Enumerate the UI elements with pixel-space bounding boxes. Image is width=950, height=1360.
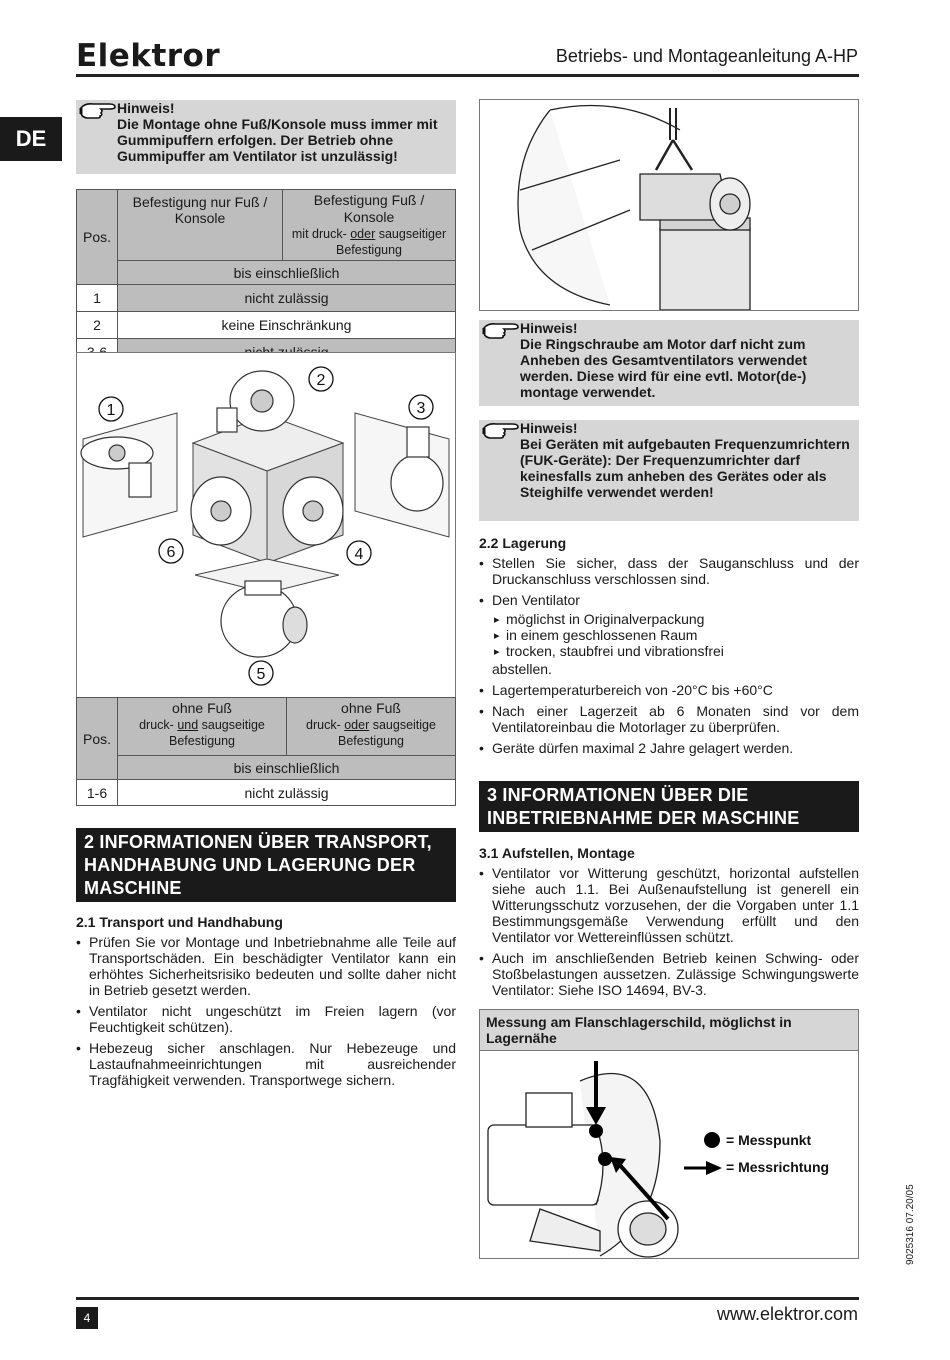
position-label-6: 6 (166, 544, 176, 561)
position-label-5: 5 (256, 666, 266, 683)
table-header-col2-detail (291, 717, 451, 749)
sub-list-item: ▸ trocken, staubfrei und vibrationsfrei (494, 643, 859, 659)
text-span: druck- (306, 718, 345, 732)
page-number: 4 (76, 1307, 98, 1329)
installation-list (479, 865, 859, 1003)
pointing-hand-icon (482, 420, 522, 440)
list-item (479, 592, 859, 677)
note-ring-screw (479, 320, 859, 406)
text-span: saugseitige Befestigung (337, 718, 436, 748)
list-item: • Hebezeug sicher anschlagen. Nur Hebezeuge und Lastaufnahmeeinrichtungen mit ausreichender Tragfähigkeit verwenden. Transportwege sichern. (76, 1040, 456, 1088)
section-2-heading (76, 828, 456, 902)
table-header-col2-detail (287, 226, 451, 258)
note-frequency-converter (479, 420, 859, 521)
table-cell-value: nicht zulässig (118, 780, 456, 806)
subheading-transport: 2.1 Transport und Handhabung (76, 914, 283, 930)
table-cell-value: keine Einschränkung (118, 312, 456, 339)
underlined-word: oder (350, 227, 376, 241)
list-item-text: abstellen. (492, 661, 552, 677)
position-label-2: 2 (316, 372, 326, 389)
measurement-illustration (480, 1051, 858, 1263)
heading-line: MASCHINE (84, 878, 182, 898)
table-header-until: bis einschließlich (118, 756, 456, 780)
table-cell-value: nicht zulässig (118, 285, 456, 312)
mounting-positions-illustration (77, 353, 455, 697)
table-header-col2 (283, 190, 456, 261)
list-item: • Ventilator nicht ungeschützt im Freien lagern (vor Feuchtigkeit schützen). (76, 1003, 456, 1035)
list-item: • Auch im anschließenden Betrieb keinen Schwing- oder Stoßbelastungen aussetzen. Zulässige Schwingungswerte Ventilator: Siehe ISO 14694, BV-3. (479, 950, 859, 998)
footer-divider (76, 1297, 859, 1300)
mounting-positions-figure (76, 352, 456, 698)
website-link[interactable]: www.elektror.com (716, 1304, 858, 1324)
list-item-text: Den Ventilator (492, 592, 580, 608)
mounting-table-no-foot (76, 697, 456, 806)
underlined-word: oder (344, 718, 370, 732)
measurement-title: Messung am Flanschlagerschild, möglichst in Lagernähe (480, 1010, 858, 1051)
list-item: • Nach einer Lagerzeit ab 6 Monaten sind vor dem Ventilatoreinbau die Motorlager zu überprüfen. (479, 703, 859, 735)
legend-measuring-direction: = Messrichtung (726, 1159, 830, 1175)
table-header-col2-title: Befestigung Fuß / Konsole (313, 192, 425, 225)
sub-list-item: ▸ möglichst in Originalverpackung (494, 611, 859, 627)
table-cell-pos: 1 (77, 285, 118, 312)
measuring-point-marker (589, 1124, 603, 1138)
sub-list (494, 611, 859, 659)
text-span: mit druck- (291, 227, 351, 241)
text-span: saugseitige Befestigung (168, 718, 265, 748)
table-header-until: bis einschließlich (118, 261, 456, 285)
note-mounting (76, 100, 456, 174)
language-badge: DE (0, 117, 62, 161)
heading-line: 2 INFORMATIONEN ÜBER TRANSPORT, (84, 832, 432, 852)
note-text: Bei Geräten mit aufgebauten Frequenzumrichtern (FUK-Geräte): Der Frequenzumrichter darf keinesfalls zum anheben des Gerätes oder als Steighilfe verwendet werden! (520, 436, 850, 500)
table-cell-pos: 2 (77, 312, 118, 339)
subheading-installation: 3.1 Aufstellen, Montage (479, 845, 635, 861)
list-item: • Lagertemperaturbereich von -20°C bis +60°C (479, 682, 859, 698)
table-header-col2 (287, 698, 456, 756)
section-3-heading (479, 781, 859, 832)
mounting-table-foot (76, 189, 456, 366)
position-label-3: 3 (416, 400, 426, 417)
header-divider (76, 74, 859, 77)
heading-line: 3 INFORMATIONEN ÜBER DIE (487, 785, 749, 805)
heading-line: INBETRIEBNAHME DER MASCHINE (487, 808, 800, 828)
table-header-col2-title: ohne Fuß (341, 700, 401, 716)
note-text: Die Ringschraube am Motor darf nicht zum Anheben des Gesamtventilators verwendet werden. Diese wird für eine evtl. Motor(de-) montage verwendet. (520, 336, 808, 400)
measuring-point-marker (598, 1152, 612, 1166)
table-header-col1 (118, 698, 287, 756)
sub-list-item: ▸ in einem geschlossenen Raum (494, 627, 859, 643)
transport-list (76, 934, 456, 1093)
table-header-col1: Befestigung nur Fuß / Konsole (118, 190, 283, 261)
table-cell-pos: 1-6 (77, 780, 118, 806)
table-header-pos: Pos. (77, 190, 118, 285)
list-item: • Stellen Sie sicher, dass der Sauganschluss und der Druckanschluss verschlossen sind. (479, 555, 859, 587)
underlined-word: und (177, 718, 199, 732)
table-header-col1-title: ohne Fuß (172, 700, 232, 716)
pointing-hand-icon (79, 100, 119, 120)
table-header-pos: Pos. (77, 698, 118, 780)
brand-logo: Elektror (76, 38, 221, 74)
storage-list (479, 555, 859, 761)
lifting-figure (479, 99, 859, 311)
note-label: Hinweis! (520, 320, 578, 336)
list-item: • Geräte dürfen maximal 2 Jahre gelagert werden. (479, 740, 859, 756)
measuring-point-icon (704, 1132, 720, 1148)
measurement-figure (479, 1009, 859, 1259)
document-code: 9025316 07.20/05 (905, 1184, 916, 1265)
list-item: • Prüfen Sie vor Montage und Inbetriebnahme alle Teile auf Transportschäden. Ein beschädigter Ventilator kann ein erhöhtes Sicherheitsrisiko bedeuten und sollte daher nicht in Betrieb gesetzt werden. (76, 934, 456, 998)
text-span: saugseitiger Befestigung (335, 227, 447, 257)
lifting-illustration (480, 100, 858, 310)
note-text: Die Montage ohne Fuß/Konsole muss immer mit Gummipuffern erfolgen. Der Betrieb ohne Gummipuffer am Ventilator ist unzulässig! (117, 116, 438, 164)
note-label: Hinweis! (117, 100, 175, 116)
note-label: Hinweis! (520, 420, 578, 436)
pointing-hand-icon (482, 320, 522, 340)
table-header-col1-detail (122, 717, 282, 749)
legend-measuring-point: = Messpunkt (726, 1132, 812, 1148)
position-label-4: 4 (354, 546, 364, 563)
subheading-storage: 2.2 Lagerung (479, 535, 567, 551)
position-label-1: 1 (106, 402, 116, 419)
text-span: druck- (139, 718, 178, 732)
document-title: Betriebs- und Montageanleitung A-HP (555, 46, 858, 66)
heading-line: HANDHABUNG UND LAGERUNG DER (84, 855, 416, 875)
list-item: • Ventilator vor Witterung geschützt, horizontal aufstellen siehe auch 1.1. Bei Außenaufstellung ist generell ein Witterungsschutz vorzusehen, der die Vorgaben unter 1.1 Bestimmungsgemäße Verwendung erfüllt und den Ventilator vor Wettereinflüssen schützt. (479, 865, 859, 945)
